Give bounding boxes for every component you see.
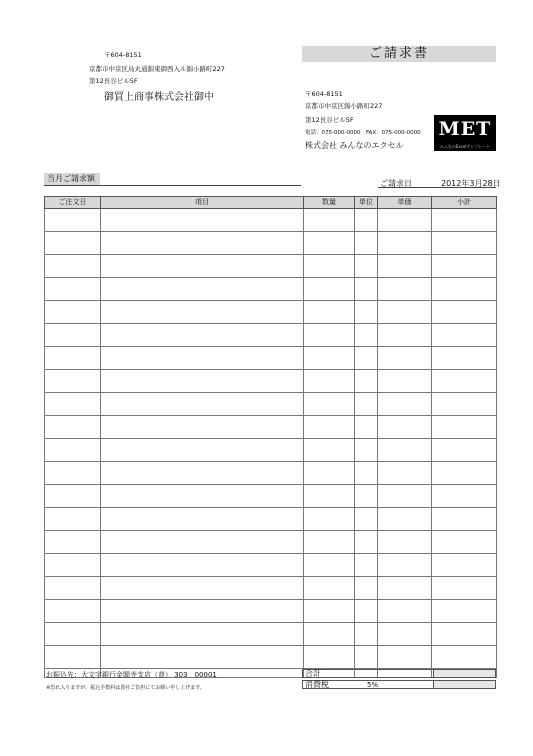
table-row bbox=[45, 600, 497, 623]
table-cell[interactable] bbox=[378, 600, 432, 623]
table-cell[interactable] bbox=[101, 209, 304, 232]
table-cell[interactable] bbox=[101, 301, 304, 324]
header-unit: 単位 bbox=[355, 197, 378, 209]
invoice-title: ご請求書 bbox=[302, 46, 496, 62]
table-cell[interactable] bbox=[101, 232, 304, 255]
tax-row bbox=[302, 680, 496, 689]
invoice-date-value: 2012年3月28日 bbox=[441, 179, 501, 188]
header-item: 項目 bbox=[101, 197, 304, 209]
table-cell[interactable] bbox=[45, 554, 101, 577]
table-cell[interactable] bbox=[378, 347, 432, 370]
table-row bbox=[45, 278, 497, 301]
table-cell[interactable] bbox=[355, 439, 378, 462]
table-cell[interactable] bbox=[378, 485, 432, 508]
header-subtotal: 小計 bbox=[432, 197, 497, 209]
table-cell[interactable] bbox=[355, 646, 378, 669]
table-cell[interactable] bbox=[355, 416, 378, 439]
table-cell[interactable] bbox=[355, 462, 378, 485]
table-cell[interactable] bbox=[355, 370, 378, 393]
table-cell[interactable] bbox=[45, 531, 101, 554]
table-row bbox=[45, 416, 497, 439]
table-cell[interactable] bbox=[378, 209, 432, 232]
table-cell[interactable] bbox=[45, 416, 101, 439]
table-cell[interactable] bbox=[304, 485, 355, 508]
table-cell[interactable] bbox=[432, 232, 497, 255]
table-cell[interactable] bbox=[101, 485, 304, 508]
table-cell[interactable] bbox=[45, 462, 101, 485]
table-cell[interactable] bbox=[355, 324, 378, 347]
table-cell[interactable] bbox=[304, 255, 355, 278]
table-row bbox=[45, 209, 497, 232]
table-cell[interactable] bbox=[432, 485, 497, 508]
recipient-postal: 〒604-8151 bbox=[104, 51, 142, 59]
table-cell[interactable] bbox=[432, 646, 497, 669]
table-cell[interactable] bbox=[378, 255, 432, 278]
table-row bbox=[45, 485, 497, 508]
table-cell[interactable] bbox=[304, 278, 355, 301]
header-quantity: 数量 bbox=[304, 197, 355, 209]
table-cell[interactable] bbox=[355, 255, 378, 278]
table-cell[interactable] bbox=[432, 370, 497, 393]
table-cell[interactable] bbox=[378, 554, 432, 577]
table-row bbox=[45, 347, 497, 370]
table-cell[interactable] bbox=[432, 347, 497, 370]
table-row bbox=[45, 255, 497, 278]
table-cell[interactable] bbox=[378, 370, 432, 393]
table-cell[interactable] bbox=[304, 393, 355, 416]
total-row bbox=[302, 669, 496, 678]
table-header-row bbox=[45, 197, 497, 209]
table-cell[interactable] bbox=[304, 416, 355, 439]
company-logo bbox=[434, 115, 496, 151]
table-cell[interactable] bbox=[304, 347, 355, 370]
table-cell[interactable] bbox=[304, 209, 355, 232]
table-cell[interactable] bbox=[45, 324, 101, 347]
table-cell[interactable] bbox=[101, 324, 304, 347]
table-body bbox=[45, 209, 497, 678]
logo-subtext: みんなのExcelテンプレート bbox=[439, 144, 491, 149]
table-row bbox=[45, 301, 497, 324]
table-cell[interactable] bbox=[304, 577, 355, 600]
invoice-date-label: ご請求日 bbox=[380, 179, 412, 188]
table-row bbox=[45, 577, 497, 600]
table-cell[interactable] bbox=[378, 646, 432, 669]
date-underline bbox=[378, 187, 496, 188]
table-cell[interactable] bbox=[355, 623, 378, 646]
total-label: 合計 bbox=[305, 669, 321, 678]
fee-note: ※恐れ入りますが、振込手数料は貴社ご負担にてお願い申し上げます。 bbox=[46, 685, 205, 691]
table-cell[interactable] bbox=[304, 301, 355, 324]
sender-address: 京都市中京区錦小路町227 bbox=[305, 102, 383, 110]
tax-rate: 5% bbox=[367, 681, 379, 689]
table-cell[interactable] bbox=[101, 623, 304, 646]
table-cell[interactable] bbox=[101, 554, 304, 577]
table-cell[interactable] bbox=[355, 232, 378, 255]
table-cell[interactable] bbox=[378, 531, 432, 554]
table-cell[interactable] bbox=[304, 508, 355, 531]
table-cell[interactable] bbox=[378, 278, 432, 301]
table-cell[interactable] bbox=[378, 439, 432, 462]
table-row bbox=[45, 462, 497, 485]
table-cell[interactable] bbox=[45, 255, 101, 278]
table-cell[interactable] bbox=[45, 600, 101, 623]
table-cell[interactable] bbox=[101, 393, 304, 416]
table-cell[interactable] bbox=[304, 554, 355, 577]
table-cell[interactable] bbox=[432, 439, 497, 462]
table-cell[interactable] bbox=[432, 600, 497, 623]
table-row bbox=[45, 623, 497, 646]
table-cell[interactable] bbox=[355, 278, 378, 301]
table-cell[interactable] bbox=[432, 623, 497, 646]
table-cell[interactable] bbox=[355, 600, 378, 623]
table-cell[interactable] bbox=[432, 416, 497, 439]
header-unit-price: 単価 bbox=[378, 197, 432, 209]
table-cell[interactable] bbox=[378, 301, 432, 324]
table-cell[interactable] bbox=[101, 646, 304, 669]
table-cell[interactable] bbox=[378, 232, 432, 255]
table-cell[interactable] bbox=[355, 301, 378, 324]
header-order-date: ご注文日 bbox=[45, 197, 101, 209]
table-cell[interactable] bbox=[304, 462, 355, 485]
table-cell[interactable] bbox=[355, 508, 378, 531]
table-cell[interactable] bbox=[304, 439, 355, 462]
recipient-name: 御買上商事株式会社御中 bbox=[104, 92, 214, 103]
table-cell[interactable] bbox=[432, 554, 497, 577]
table-cell[interactable] bbox=[45, 577, 101, 600]
table-cell[interactable] bbox=[378, 508, 432, 531]
table-cell[interactable] bbox=[304, 232, 355, 255]
table-cell[interactable] bbox=[45, 301, 101, 324]
table-cell[interactable] bbox=[432, 393, 497, 416]
table-row bbox=[45, 370, 497, 393]
table-row bbox=[45, 439, 497, 462]
table-cell[interactable] bbox=[45, 623, 101, 646]
bank-info: お振込先：大文字銀行金閣寺支店（普） 303 00001 bbox=[46, 671, 217, 679]
table-cell[interactable] bbox=[432, 278, 497, 301]
sender-company: 株式会社 みんなのエクセル bbox=[305, 141, 404, 150]
amount-label: 当月ご請求額 bbox=[44, 173, 100, 185]
logo-mark: MET bbox=[438, 118, 492, 140]
table-cell[interactable] bbox=[45, 393, 101, 416]
table-cell[interactable] bbox=[101, 577, 304, 600]
table-cell[interactable] bbox=[304, 646, 355, 669]
table-cell[interactable] bbox=[304, 600, 355, 623]
table-cell[interactable] bbox=[45, 232, 101, 255]
table-cell[interactable] bbox=[378, 393, 432, 416]
table-cell[interactable] bbox=[101, 370, 304, 393]
table-row bbox=[45, 393, 497, 416]
table-cell[interactable] bbox=[45, 370, 101, 393]
table-cell[interactable] bbox=[378, 324, 432, 347]
table-cell[interactable] bbox=[355, 347, 378, 370]
table-cell[interactable] bbox=[101, 508, 304, 531]
table-cell[interactable] bbox=[101, 255, 304, 278]
table-cell[interactable] bbox=[378, 623, 432, 646]
table-row bbox=[45, 531, 497, 554]
table-cell[interactable] bbox=[101, 439, 304, 462]
table-cell[interactable] bbox=[355, 485, 378, 508]
table-cell[interactable] bbox=[101, 531, 304, 554]
sender-building: 第12長谷ビル5F bbox=[305, 116, 354, 124]
table-cell[interactable] bbox=[45, 439, 101, 462]
table-row bbox=[45, 646, 497, 669]
table-row bbox=[45, 508, 497, 531]
total-value-cell bbox=[433, 670, 495, 677]
table-cell[interactable] bbox=[101, 462, 304, 485]
table-cell[interactable] bbox=[304, 531, 355, 554]
table-cell[interactable] bbox=[304, 324, 355, 347]
table-cell[interactable] bbox=[432, 209, 497, 232]
table-cell[interactable] bbox=[355, 209, 378, 232]
tax-value-cell bbox=[433, 681, 495, 688]
table-cell[interactable] bbox=[45, 508, 101, 531]
table-cell[interactable] bbox=[432, 324, 497, 347]
table-cell[interactable] bbox=[432, 255, 497, 278]
table-cell[interactable] bbox=[432, 301, 497, 324]
table-cell[interactable] bbox=[101, 416, 304, 439]
table-cell[interactable] bbox=[45, 485, 101, 508]
table-cell[interactable] bbox=[378, 577, 432, 600]
table-cell[interactable] bbox=[355, 393, 378, 416]
sender-contact: 電話：075-000-0000 FAX：075-000-0000 bbox=[305, 130, 421, 136]
table-cell[interactable] bbox=[355, 577, 378, 600]
table-row bbox=[45, 554, 497, 577]
table-cell[interactable] bbox=[355, 531, 378, 554]
tax-label: 消費税 bbox=[305, 680, 329, 689]
table-cell[interactable] bbox=[101, 278, 304, 301]
sender-postal: 〒604-8151 bbox=[305, 90, 343, 98]
recipient-address: 京都市中京区烏丸通錦東御西入ル錦小路町227 bbox=[89, 65, 225, 73]
table-cell[interactable] bbox=[432, 531, 497, 554]
table-cell[interactable] bbox=[304, 370, 355, 393]
table-cell[interactable] bbox=[432, 577, 497, 600]
table-cell[interactable] bbox=[45, 646, 101, 669]
table-cell[interactable] bbox=[355, 554, 378, 577]
table-cell[interactable] bbox=[101, 600, 304, 623]
table-cell[interactable] bbox=[45, 209, 101, 232]
table-row bbox=[45, 324, 497, 347]
items-table bbox=[44, 196, 497, 678]
amount-underline bbox=[44, 185, 301, 186]
table-cell[interactable] bbox=[304, 623, 355, 646]
table-cell[interactable] bbox=[45, 347, 101, 370]
recipient-building: 第12長谷ビル5F bbox=[89, 77, 138, 85]
table-cell[interactable] bbox=[101, 347, 304, 370]
table-row bbox=[45, 232, 497, 255]
table-cell[interactable] bbox=[45, 278, 101, 301]
table-cell[interactable] bbox=[378, 462, 432, 485]
table-cell[interactable] bbox=[432, 508, 497, 531]
table-cell[interactable] bbox=[378, 416, 432, 439]
table-cell[interactable] bbox=[432, 462, 497, 485]
